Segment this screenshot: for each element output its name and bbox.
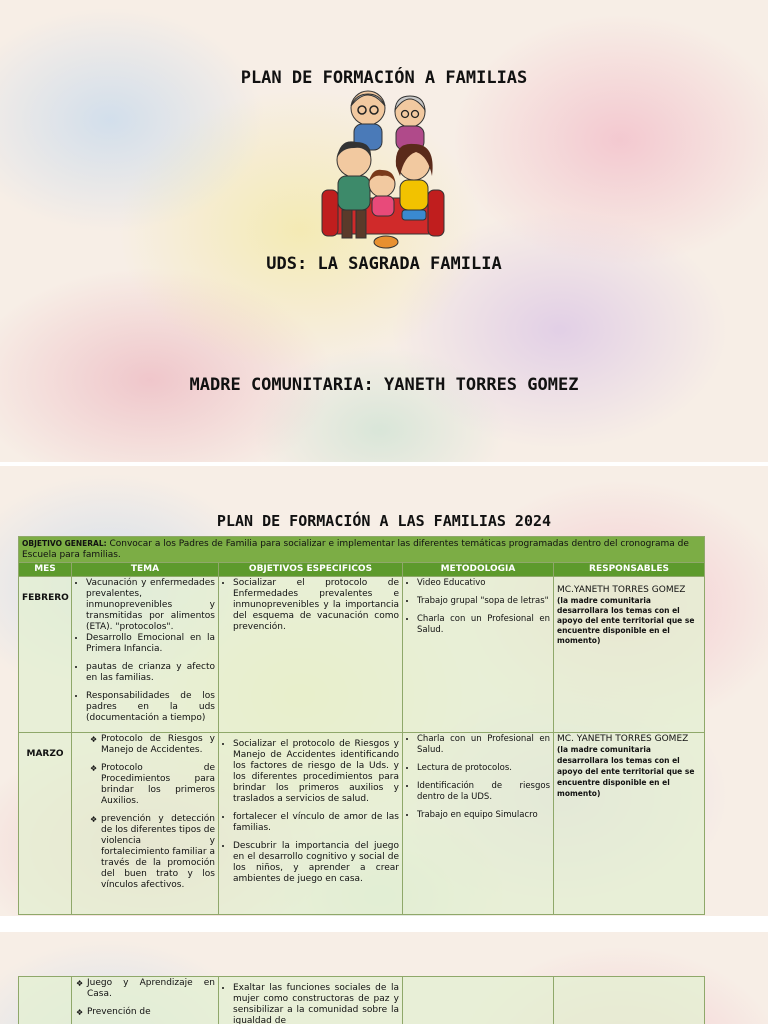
metodologia-cell [403, 733, 554, 915]
responsable-note: (la madre comunitaria desarrollara los temas con el apoyo del ente territorial que se encuentre disponible en el momento) [557, 596, 695, 645]
list-item: • Charla con un Profesional en Salud. [417, 614, 550, 636]
metodologia-cell [403, 977, 554, 1024]
list-item: ❖ Protocolo de Procedimientos para brindar los primeros Auxilios. [101, 763, 215, 807]
responsable-name: MC.YANETH TORRES GOMEZ [557, 585, 686, 595]
metodologia-cell [403, 577, 554, 733]
objetivo-general [19, 537, 705, 563]
header-tema: TEMA [72, 563, 219, 577]
objetivos-cell [219, 977, 403, 1024]
plan-page-continued [0, 932, 768, 1024]
header-mes: MES [19, 563, 72, 577]
tema-cell [72, 577, 219, 733]
objetivo-text: Convocar a los Padres de Familia para socializar e implementar las diferentes temáticas programadas dentro del cronograma de Escuela para familias. [22, 539, 689, 560]
table-row [19, 577, 705, 733]
list-item: • Vacunación y enfermedades prevalentes, inmunoprevenibles y transmitidas por alimentos (ETA). "protocolos". [86, 578, 215, 633]
family-icon [320, 86, 446, 252]
responsables-cell [554, 977, 705, 1024]
list-item: • Charla con un Profesional en Salud. [417, 734, 550, 756]
header-objetivos: OBJETIVOS ESPECIFICOS [219, 563, 403, 577]
list-item: • Exaltar las funciones sociales de la mujer como constructoras de paz y sensibilizar a la comunidad sobre la igualdad de [233, 983, 399, 1024]
list-item: ❖ Juego y Aprendizaje en Casa. [87, 978, 215, 1000]
responsables-cell [554, 577, 705, 733]
table-header [19, 563, 705, 577]
list-item: ❖ Protocolo de Riesgos y Manejo de Accidentes. [101, 734, 215, 756]
list-item: • Descubrir la importancia del juego en el desarrollo cognitivo y social de los niños, y aprender a crear ambientes de juego en casa. [233, 841, 399, 885]
list-item: ❖ Prevención de [87, 1007, 215, 1018]
cover-title: PLAN DE FORMACIÓN A FAMILIAS [240, 68, 528, 88]
cover-page [0, 0, 768, 462]
list-item: • Desarrollo Emocional en la Primera Infancia. [86, 633, 215, 655]
plan-page [0, 466, 768, 916]
list-item: • Socializar el protocolo de Riesgos y Manejo de Accidentes identificando los factores de riesgo de la Uds. y los diferentes procedimientos para brindar los primeros auxilios y traslados a servicios de salud. [233, 739, 399, 805]
list-item: • Identificación de riesgos dentro de la UDS. [417, 781, 550, 803]
header-metodologia: METODOLOGIA [403, 563, 554, 577]
tema-cell [72, 733, 219, 915]
objetivo-label: OBJETIVO GENERAL: [22, 539, 107, 548]
responsable-note: (la madre comunitaria desarrollara los temas con el apoyo del ente territorial que se encuentre disponible en el momento) [557, 745, 695, 798]
responsable-name: MC. YANETH TORRES GOMEZ [557, 734, 689, 744]
list-item: • Trabajo en equipo Simulacro [417, 810, 550, 821]
objetivos-cell [219, 577, 403, 733]
list-item: • Responsabilidades de los padres en la uds (documentación a tiempo) [86, 691, 215, 724]
list-item: • pautas de crianza y afecto en las familias. [86, 662, 215, 684]
tema-cell [72, 977, 219, 1024]
list-item: • Video Educativo [417, 578, 550, 589]
objetivos-cell [219, 733, 403, 915]
plan-title: PLAN DE FORMACIÓN A LAS FAMILIAS 2024 [216, 512, 552, 530]
mes-cell: FEBRERO [19, 577, 72, 733]
madre-comunitaria: MADRE COMUNITARIA: YANETH TORRES GOMEZ [189, 375, 579, 395]
plan-table-continued [18, 976, 705, 1024]
list-item: ❖ prevención y detección de los diferentes tipos de violencia y fortalecimiento familiar a través de la promoción del buen trato y los vínculos afectivos. [101, 814, 215, 891]
list-item: • Socializar el protocolo de Enfermedades prevalentes e inmunoprevenibles y la importancia del esquema de vacunación como prevención. [233, 578, 399, 633]
page-gap [0, 916, 768, 932]
mes-cell [19, 977, 72, 1024]
plan-table [18, 536, 705, 915]
table-row [19, 733, 705, 915]
table-row [19, 977, 705, 1024]
mes-cell: MARZO [19, 733, 72, 915]
header-responsables: RESPONSABLES [554, 563, 705, 577]
list-item: • Lectura de protocolos. [417, 763, 550, 774]
list-item: • Trabajo grupal "sopa de letras" [417, 596, 550, 607]
responsables-cell [554, 733, 705, 915]
uds-name: UDS: LA SAGRADA FAMILIA [266, 254, 502, 274]
list-item: • fortalecer el vínculo de amor de las familias. [233, 812, 399, 834]
